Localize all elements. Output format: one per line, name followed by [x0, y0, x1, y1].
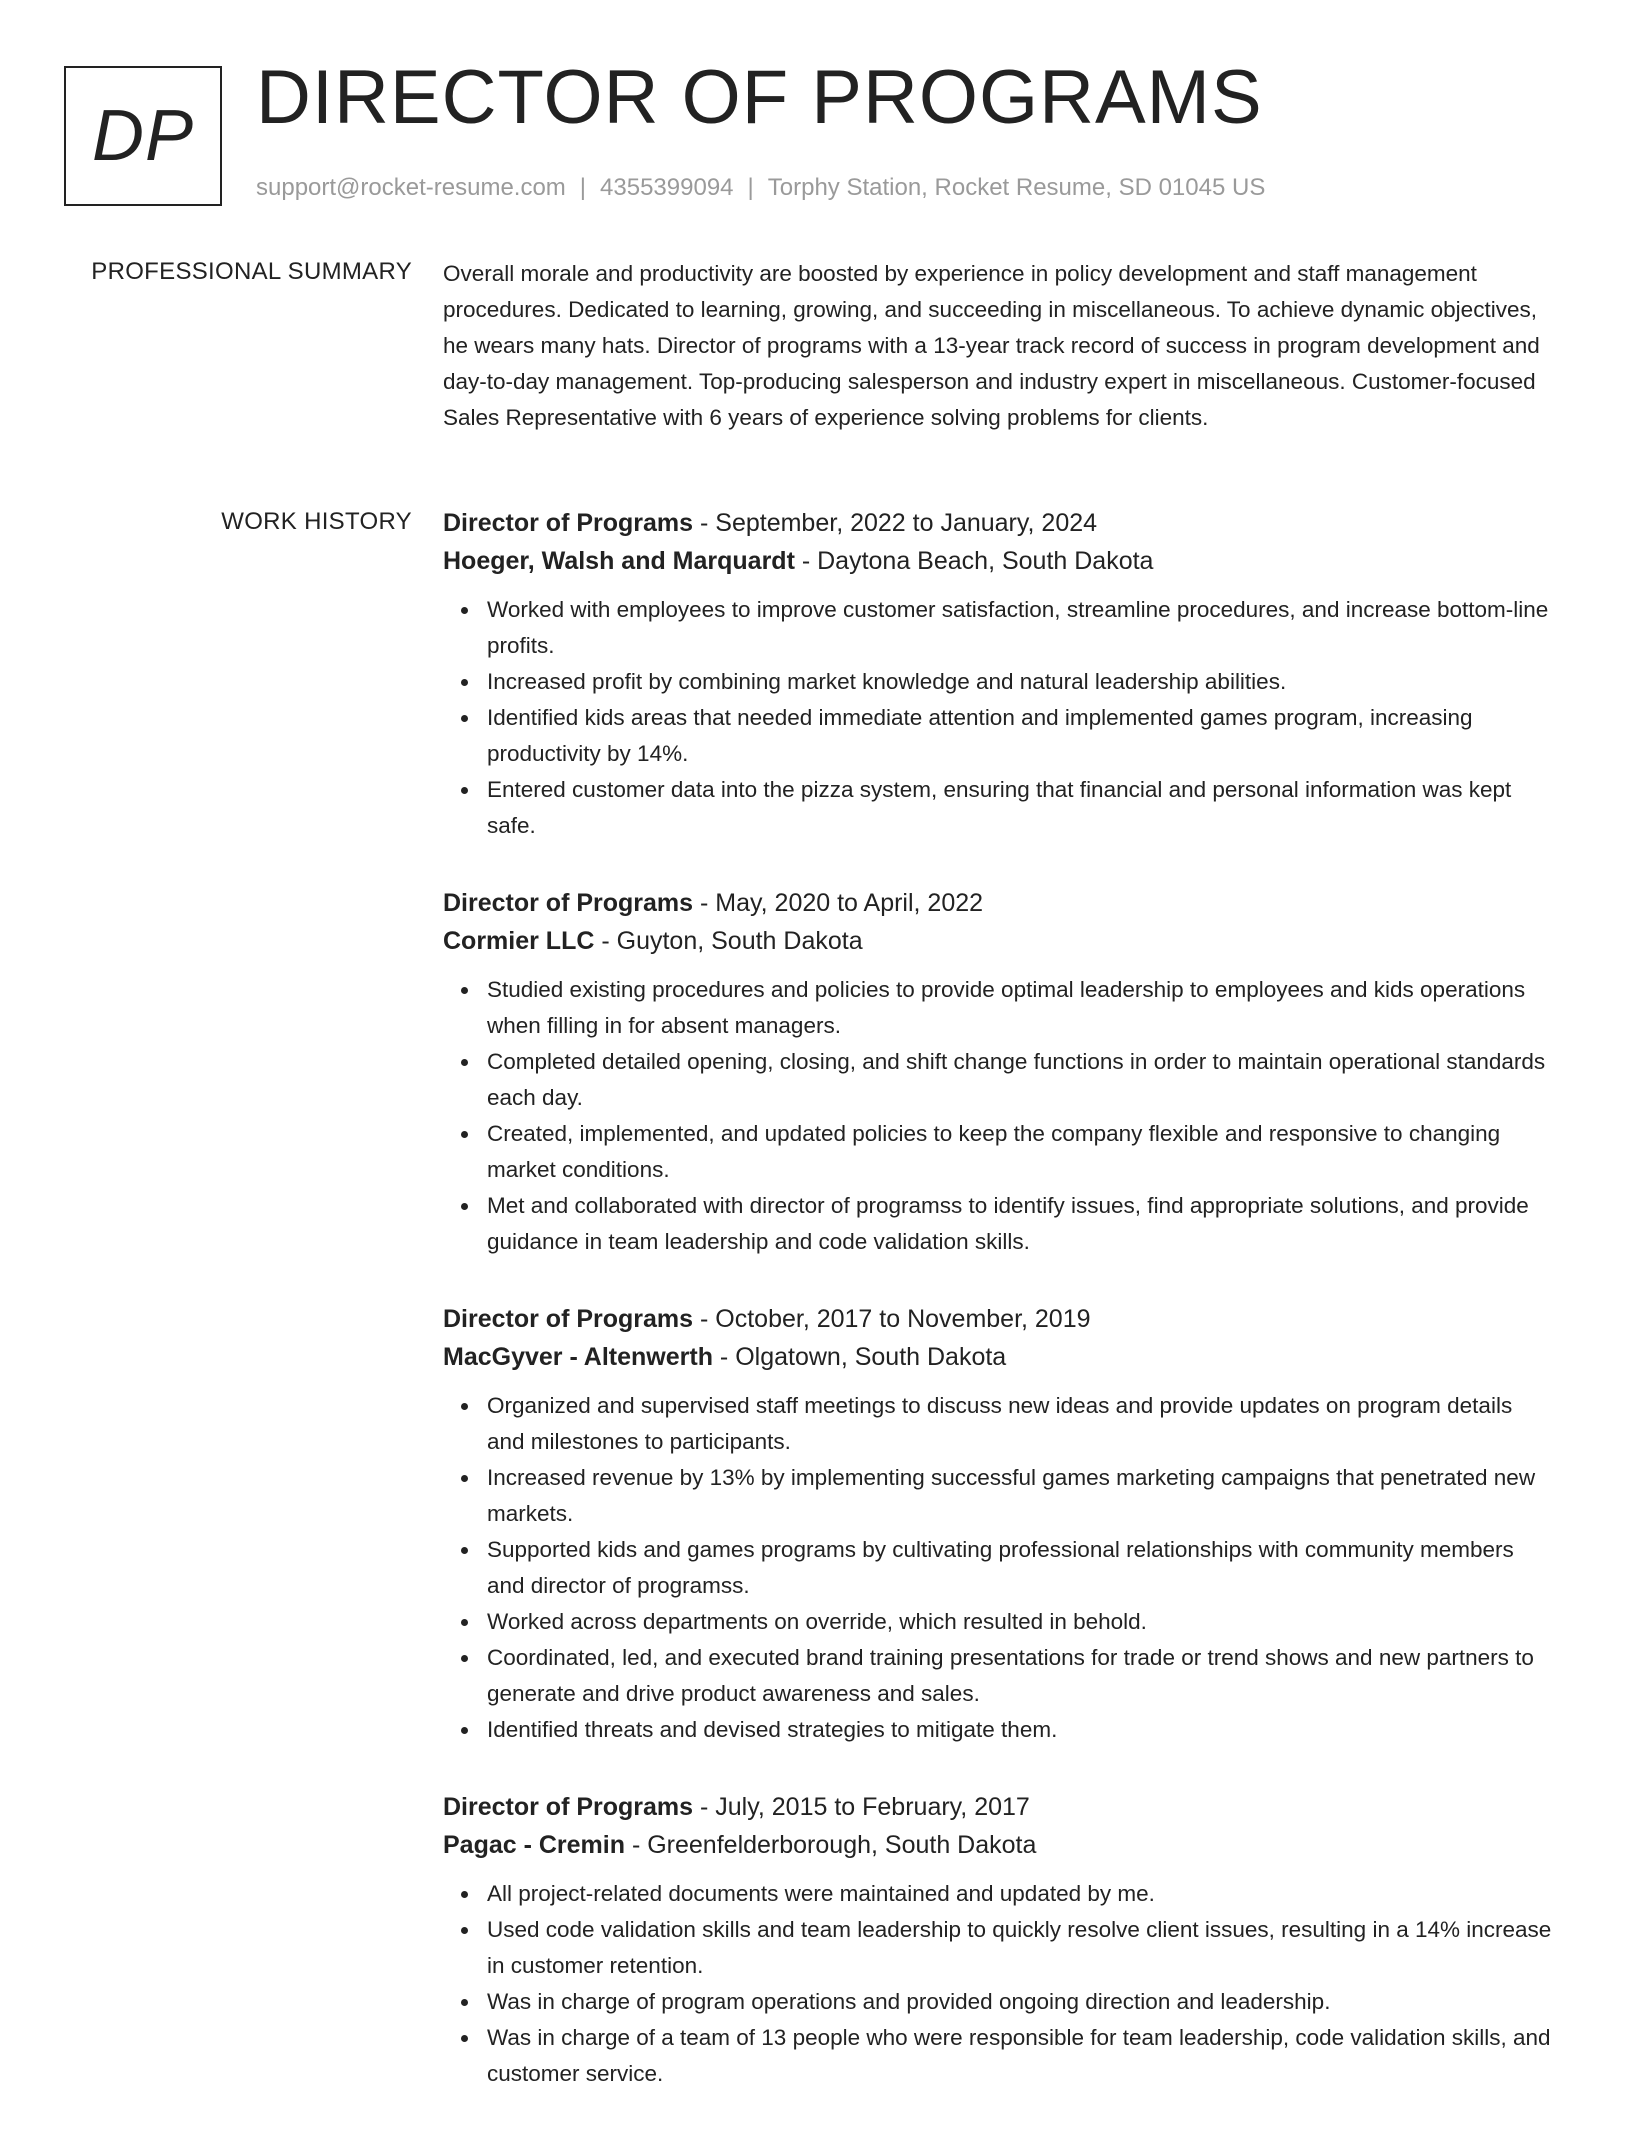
job-title: Director of Programs	[443, 889, 694, 917]
job-title: Director of Programs	[443, 1305, 694, 1333]
job-location: - Guyton, South Dakota	[594, 927, 863, 955]
job-title: Director of Programs	[443, 509, 694, 537]
job-entry	[443, 1788, 1553, 2092]
monogram-initials: DP	[91, 96, 195, 176]
job-bullet: Used code validation skills and team leadership to quickly resolve client issues, resulting in a 14% increase in customer retention.	[487, 1912, 1553, 1984]
contact-email: support@rocket-resume.com	[256, 174, 566, 201]
job-company: Pagac - Cremin	[443, 1831, 626, 1859]
job-title-line	[443, 884, 1553, 922]
contact-line	[256, 174, 1265, 203]
summary-heading: PROFESSIONAL SUMMARY	[91, 258, 412, 285]
job-bullet: Met and collaborated with director of programss to identify issues, find appropriate solutions, and provide guidance in team leadership and code validation skills.	[487, 1188, 1553, 1260]
job-dates: - October, 2017 to November, 2019	[693, 1305, 1091, 1333]
job-bullet: Supported kids and games programs by cultivating professional relationships with community members and director of programss.	[487, 1532, 1553, 1604]
job-bullet: All project-related documents were maintained and updated by me.	[487, 1876, 1553, 1912]
job-location: - Olgatown, South Dakota	[712, 1343, 1007, 1371]
job-bullet: Worked with employees to improve customer satisfaction, streamline procedures, and increase bottom-line profits.	[487, 592, 1553, 664]
contact-separator: |	[747, 174, 754, 201]
job-company: MacGyver - Altenwerth	[443, 1343, 713, 1371]
contact-separator: |	[579, 174, 587, 201]
monogram-box	[64, 66, 222, 206]
job-location: - Greenfelderborough, South Dakota	[625, 1831, 1037, 1859]
job-company-line	[443, 1338, 1553, 1376]
job-dates: - July, 2015 to February, 2017	[693, 1793, 1030, 1821]
job-company-line	[443, 542, 1553, 580]
job-bullets	[443, 1876, 1553, 2092]
job-entry	[443, 1300, 1553, 1748]
job-company: Cormier LLC	[443, 927, 595, 955]
job-bullet: Worked across departments on override, which resulted in behold.	[487, 1604, 1553, 1640]
job-location: - Daytona Beach, South Dakota	[794, 547, 1154, 575]
job-company-line	[443, 922, 1553, 960]
job-bullet: Created, implemented, and updated policies to keep the company flexible and responsive to changing market conditions.	[487, 1116, 1553, 1188]
resume-title: DIRECTOR OF PROGRAMS	[256, 55, 1263, 140]
job-bullet: Increased revenue by 13% by implementing successful games marketing campaigns that penetrated new markets.	[487, 1460, 1553, 1532]
job-title-line	[443, 504, 1553, 542]
job-entry	[443, 504, 1553, 844]
job-bullet: Increased profit by combining market knowledge and natural leadership abilities.	[487, 664, 1553, 700]
job-bullet: Organized and supervised staff meetings to discuss new ideas and provide updates on program details and milestones to participants.	[487, 1388, 1553, 1460]
contact-phone: 4355399094	[600, 174, 734, 201]
job-bullet: Was in charge of program operations and provided ongoing direction and leadership.	[487, 1984, 1553, 2020]
job-bullets	[443, 1388, 1553, 1748]
summary-body	[443, 256, 1553, 436]
job-company-line	[443, 1826, 1553, 1864]
job-title-line	[443, 1788, 1553, 1826]
job-bullet: Studied existing procedures and policies to provide optimal leadership to employees and kids operations when filling in for absent managers.	[487, 972, 1553, 1044]
summary-text: Overall morale and productivity are boosted by experience in policy development and staff management procedures. Dedicated to learning, growing, and succeeding in miscellaneous. To achieve dynamic objectives, he wears many hats. Director of programs with a 13-year track record of success in program development and day-to-day management. Top-producing salesperson and industry expert in miscellaneous. Customer-focused Sales Representative with 6 years of experience solving problems for clients.	[443, 261, 1540, 430]
job-bullet: Coordinated, led, and executed brand training presentations for trade or trend shows and new partners to generate and drive product awareness and sales.	[487, 1640, 1553, 1712]
job-bullet: Was in charge of a team of 13 people who were responsible for team leadership, code validation skills, and customer service.	[487, 2020, 1553, 2092]
work-history-body	[443, 504, 1553, 2132]
work-history-heading: WORK HISTORY	[221, 508, 412, 535]
contact-address: Torphy Station, Rocket Resume, SD 01045 US	[767, 174, 1266, 201]
job-bullets	[443, 972, 1553, 1260]
job-bullet: Entered customer data into the pizza system, ensuring that financial and personal information was kept safe.	[487, 772, 1553, 844]
job-company: Hoeger, Walsh and Marquardt	[443, 547, 795, 575]
job-dates: - September, 2022 to January, 2024	[693, 509, 1098, 537]
job-bullets	[443, 592, 1553, 844]
job-bullet: Completed detailed opening, closing, and shift change functions in order to maintain operational standards each day.	[487, 1044, 1553, 1116]
job-bullet: Identified kids areas that needed immediate attention and implemented games program, increasing productivity by 14%.	[487, 700, 1553, 772]
job-bullet: Identified threats and devised strategies to mitigate them.	[487, 1712, 1553, 1748]
job-title-line	[443, 1300, 1553, 1338]
job-title: Director of Programs	[443, 1793, 694, 1821]
job-dates: - May, 2020 to April, 2022	[693, 889, 984, 917]
job-entry	[443, 884, 1553, 1260]
